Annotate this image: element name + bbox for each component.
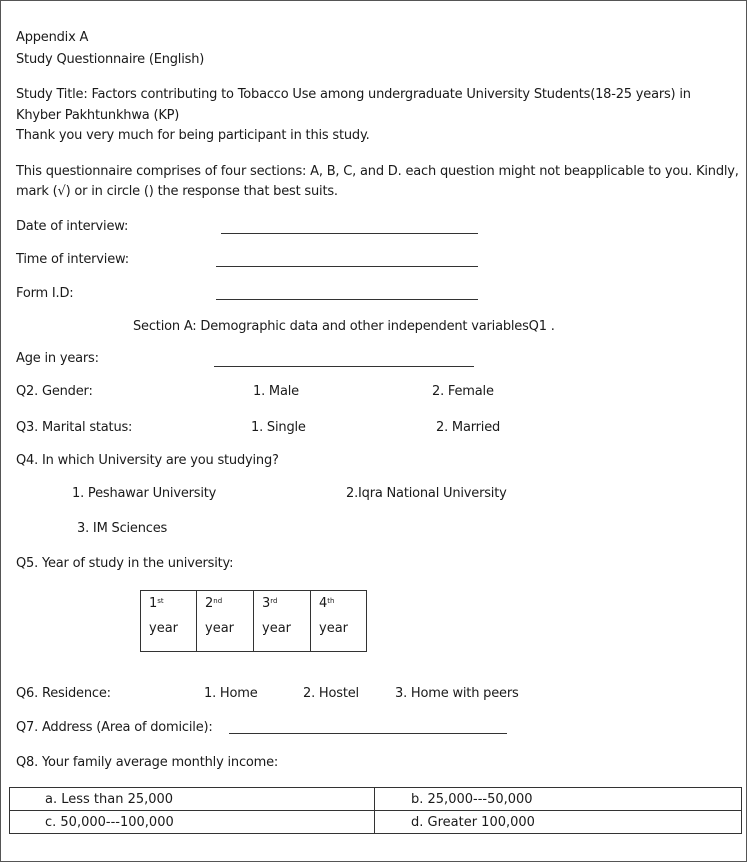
- q4-option-peshawar[interactable]: 1. Peshawar University: [72, 486, 217, 501]
- questionnaire-title: Study Questionnaire (English): [16, 52, 205, 67]
- q6-option-hostel[interactable]: 2. Hostel: [303, 686, 359, 701]
- year-of-study-table: [140, 590, 367, 652]
- q5-year-of-study-label: Q5. Year of study in the university:: [16, 556, 234, 571]
- q8-income-label: Q8. Your family average monthly income:: [16, 755, 279, 770]
- study-title-line-1: Study Title: Factors contributing to Tobacco Use among undergraduate University Students(18-25 years) in: [16, 87, 691, 102]
- income-option-a[interactable]: a. Less than 25,000: [10, 788, 375, 811]
- appendix-title: Appendix A: [16, 30, 89, 45]
- income-option-d[interactable]: d. Greater 100,000: [375, 811, 742, 834]
- date-of-interview-label: Date of interview:: [16, 219, 129, 234]
- q3-marital-status-label: Q3. Marital status:: [16, 420, 133, 435]
- study-title-line-2: Khyber Pakhtunkhwa (KP): [16, 108, 180, 123]
- q2-gender-label: Q2. Gender:: [16, 384, 93, 399]
- q6-option-home[interactable]: 1. Home: [204, 686, 258, 701]
- q2-option-male[interactable]: 1. Male: [253, 384, 299, 399]
- income-option-b[interactable]: b. 25,000---50,000: [375, 788, 742, 811]
- address-field[interactable]: [229, 733, 507, 734]
- date-of-interview-field[interactable]: [221, 233, 478, 234]
- form-id-label: Form I.D:: [16, 286, 74, 301]
- section-a-heading: Section A: Demographic data and other independent variablesQ1 .: [133, 319, 555, 334]
- income-options-table: [9, 787, 742, 834]
- q4-university-label: Q4. In which University are you studying?: [16, 453, 279, 468]
- q4-option-iqra[interactable]: 2.Iqra National University: [346, 486, 507, 501]
- year-2-cell[interactable]: 2nd year: [197, 591, 254, 652]
- year-4-cell[interactable]: 4th year: [311, 591, 367, 652]
- income-option-c[interactable]: c. 50,000---100,000: [10, 811, 375, 834]
- q4-option-im-sciences[interactable]: 3. IM Sciences: [77, 521, 168, 536]
- q3-option-single[interactable]: 1. Single: [251, 420, 306, 435]
- table-row: [10, 811, 742, 834]
- q3-option-married[interactable]: 2. Married: [436, 420, 501, 435]
- time-of-interview-field[interactable]: [216, 266, 478, 267]
- q6-option-home-with-peers[interactable]: 3. Home with peers: [395, 686, 519, 701]
- age-label: Age in years:: [16, 351, 99, 366]
- q2-option-female[interactable]: 2. Female: [432, 384, 494, 399]
- age-field[interactable]: [214, 366, 474, 367]
- thank-you-text: Thank you very much for being participant in this study.: [16, 128, 370, 143]
- year-1-cell[interactable]: 1st year: [141, 591, 197, 652]
- instructions-line-2: mark (√) or in circle () the response that best suits.: [16, 184, 338, 199]
- table-row: [10, 788, 742, 811]
- form-id-field[interactable]: [216, 299, 478, 300]
- instructions-line-1: This questionnaire comprises of four sections: A, B, C, and D. each question might not beapplicable to you. Kindly,: [16, 164, 739, 179]
- q6-residence-label: Q6. Residence:: [16, 686, 111, 701]
- q7-address-label: Q7. Address (Area of domicile):: [16, 720, 213, 735]
- year-3-cell[interactable]: 3rd year: [254, 591, 311, 652]
- time-of-interview-label: Time of interview:: [16, 252, 129, 267]
